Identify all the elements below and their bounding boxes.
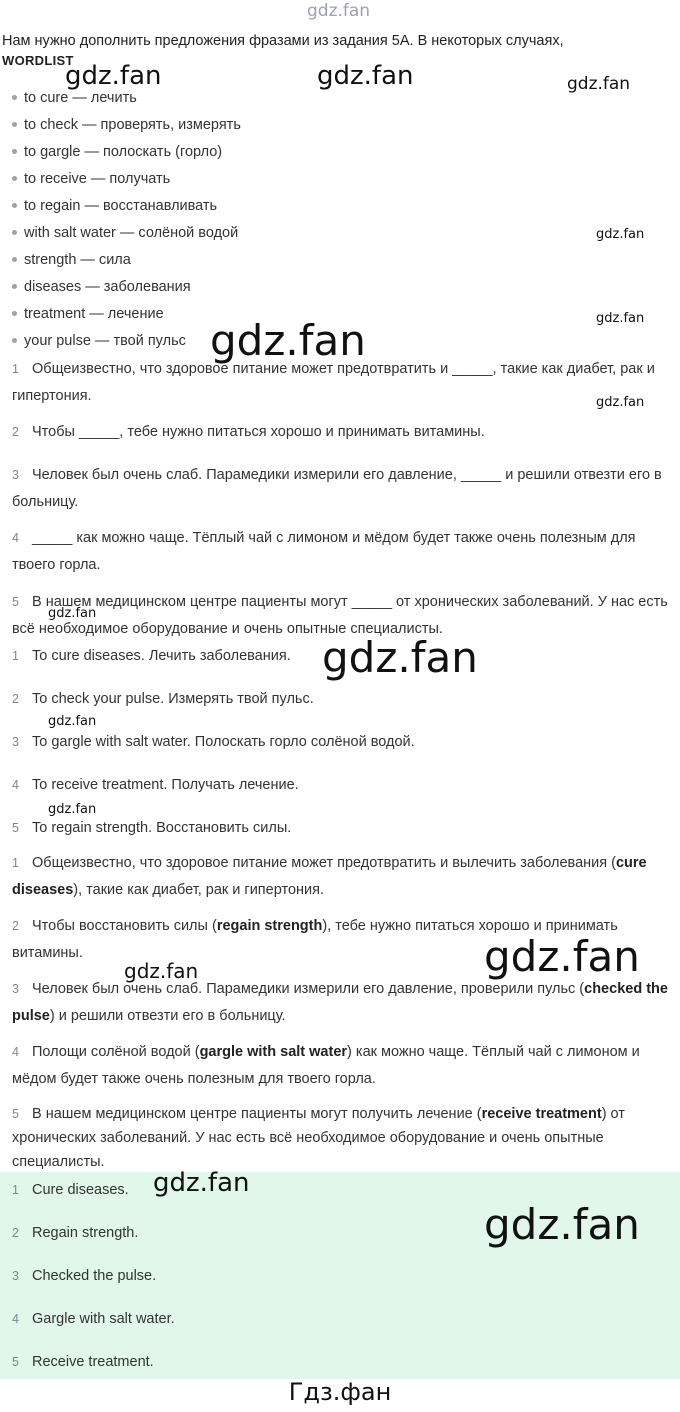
- answer-phrase: receive treatment: [481, 1106, 602, 1122]
- answer-phrase: regain strength: [216, 918, 323, 934]
- bullet-icon: [12, 311, 17, 316]
- bullet-icon: [12, 95, 17, 100]
- bullet-icon: [12, 203, 17, 208]
- translation-item: 4 Полощи солёной водой (gargle with salt water) как можно чаще. Тёплый чай с лимоном и мёдом будет также очень полезным для твоего горла.: [12, 1044, 640, 1087]
- bullet-icon: [12, 176, 17, 181]
- phrase-item: 4 To receive treatment. Получать лечение.: [12, 777, 299, 793]
- footer-watermark: Гдз.фан: [288, 1378, 392, 1406]
- bullet-icon: [12, 257, 17, 262]
- answer-item: 2 Regain strength.: [12, 1225, 139, 1241]
- watermark: gdz.fan: [48, 802, 97, 817]
- bullet-icon: [12, 284, 17, 289]
- watermark: gdz.fan: [317, 61, 414, 91]
- answer-item: 1 Cure diseases.: [12, 1182, 129, 1198]
- answer-item: 3 Checked the pulse.: [12, 1268, 157, 1284]
- watermark: gdz.fan: [48, 606, 97, 621]
- watermark: gdz.fan: [567, 74, 631, 94]
- watermark: gdz.fan: [124, 959, 199, 983]
- watermark: gdz.fan: [596, 311, 645, 326]
- exercise-item: 3 Человек был очень слаб. Парамедики измерили его давление, _____ и решили отвезти его в больницу.: [12, 467, 662, 510]
- answer-phrase: cure diseases: [12, 855, 647, 898]
- translation-item: 3 Человек был очень слаб. Парамедики измерили его давление, проверили пульс (checked the pulse) и решили отвезти его в больницу.: [12, 981, 668, 1024]
- bullet-icon: [12, 122, 17, 127]
- wordlist-item: to receive — получать: [12, 171, 170, 187]
- wordlist-item: diseases — заболевания: [12, 279, 191, 295]
- watermark: gdz.fan: [210, 316, 366, 365]
- answer-phrase: checked the pulse: [12, 981, 668, 1024]
- wordlist-item: strength — сила: [12, 252, 131, 268]
- phrase-item: 1 To cure diseases. Лечить заболевания.: [12, 648, 291, 664]
- exercise-item: 1 Общеизвестно, что здоровое питание может предотвратить и _____, такие как диабет, рак и гипертония.: [12, 361, 655, 404]
- wordlist-item: with salt water — солёной водой: [12, 225, 238, 241]
- bullet-icon: [12, 338, 17, 343]
- answer-phrase: gargle with salt water: [199, 1044, 348, 1060]
- translation-item: 2 Чтобы восстановить силы (regain strength), тебе нужно питаться хорошо и принимать витамины.: [12, 918, 618, 961]
- watermark: gdz.fan: [65, 61, 162, 91]
- wordlist-item: to check — проверять, измерять: [12, 117, 241, 133]
- answer-item: 5 Receive treatment.: [12, 1354, 154, 1370]
- intro-text: Нам нужно дополнить предложения фразами из задания 5А. В некоторых случаях,: [2, 33, 564, 49]
- exercise-item: 4 _____ как можно чаще. Тёплый чай с лимоном и мёдом будет также очень полезным для твоего горла.: [12, 530, 636, 573]
- watermark: gdz.fan: [596, 227, 645, 242]
- watermark: gdz.fan: [596, 395, 645, 410]
- watermark: gdz.fan: [484, 1200, 640, 1249]
- watermark: gdz.fan: [322, 633, 478, 682]
- wordlist-item: treatment — лечение: [12, 306, 164, 322]
- phrase-item: 3 To gargle with salt water. Полоскать горло солёной водой.: [12, 734, 415, 750]
- answer-item: 4 Gargle with salt water.: [12, 1311, 175, 1327]
- wordlist-item: to cure — лечить: [12, 90, 137, 106]
- exercise-item: 2 Чтобы _____, тебе нужно питаться хорошо и принимать витамины.: [12, 424, 485, 440]
- watermark-top: gdz.fan: [307, 1, 371, 21]
- wordlist-item: to regain — восстанавливать: [12, 198, 217, 214]
- wordlist-heading: WORDLIST: [2, 53, 74, 68]
- translation-item: 5 В нашем медицинском центре пациенты могут получить лечение (receive treatment) от хронических заболеваний. У нас есть всё необходимое оборудование и очень опытные специалисты.: [12, 1106, 625, 1170]
- bullet-icon: [12, 149, 17, 154]
- watermark: gdz.fan: [153, 1168, 250, 1198]
- wordlist-item: your pulse — твой пульс: [12, 333, 186, 349]
- translation-item: 1 Общеизвестно, что здоровое питание может предотвратить и вылечить заболевания (cure diseases), такие как диабет, рак и гипертония.: [12, 855, 647, 898]
- watermark: gdz.fan: [48, 714, 97, 729]
- bullet-icon: [12, 230, 17, 235]
- watermark: gdz.fan: [484, 932, 640, 981]
- wordlist-item: to gargle — полоскать (горло): [12, 144, 222, 160]
- phrase-item: 2 To check your pulse. Измерять твой пульс.: [12, 691, 314, 707]
- phrase-item: 5 To regain strength. Восстановить силы.: [12, 820, 292, 836]
- exercise-item: 5 В нашем медицинском центре пациенты могут _____ от хронических заболеваний. У нас есть всё необходимое оборудование и очень опытные специалисты.: [12, 594, 668, 637]
